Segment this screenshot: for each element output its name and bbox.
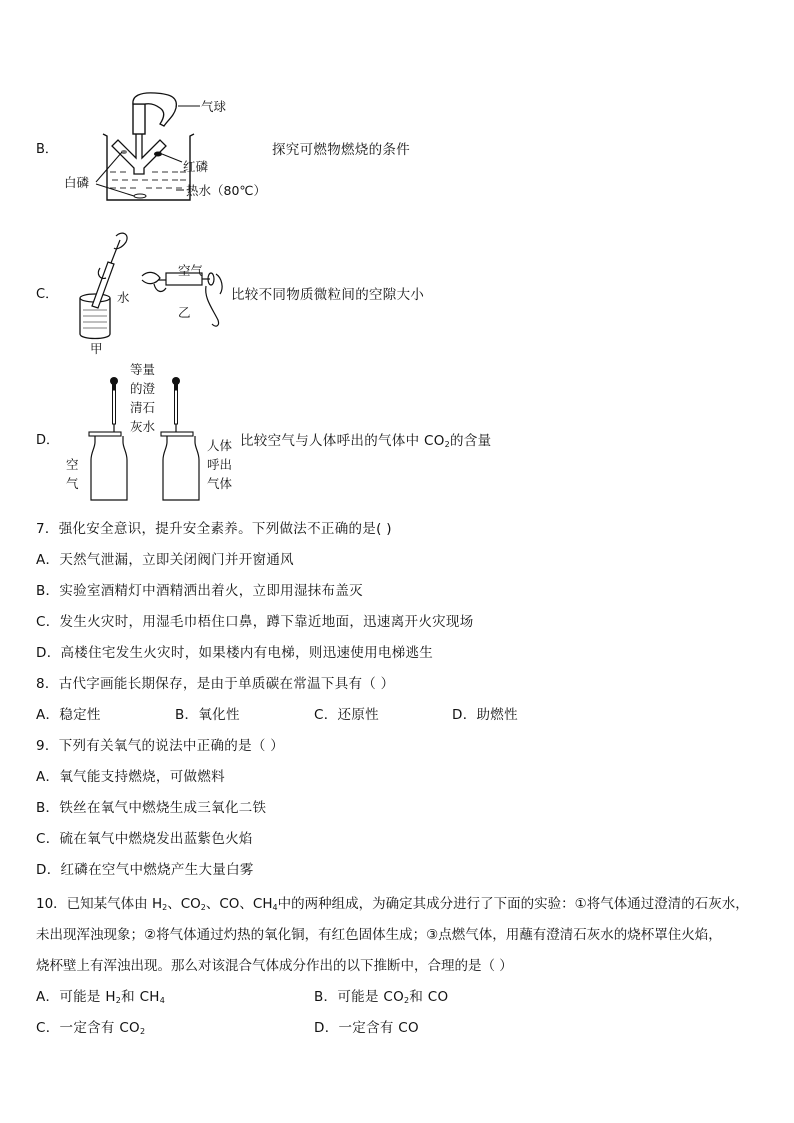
text: 和 CO bbox=[409, 989, 449, 1005]
q8-option-d: D．助燃性 bbox=[452, 707, 518, 723]
q7-option-a: A．天然气泄漏，立即关闭阀门并开窗通风 bbox=[36, 552, 294, 568]
water-label: 水 bbox=[117, 290, 130, 305]
subscript: 4 bbox=[159, 996, 166, 1005]
subscript: 4 bbox=[272, 903, 278, 912]
text: 中的两种组成，为确定其成分进行了下面的实验：①将气体通过澄清的石灰水， bbox=[277, 896, 749, 912]
limewater-label bbox=[130, 360, 155, 436]
air-bottle-label-line: 空 bbox=[66, 457, 79, 472]
subscript: 2 bbox=[162, 903, 168, 912]
q8-stem: 8．古代字画能长期保存，是由于单质碳在常温下具有（ ） bbox=[36, 676, 395, 692]
limewater-label-line: 的澄 bbox=[130, 381, 156, 396]
option-c-letter: C． bbox=[36, 287, 59, 302]
text: B．可能是 CO bbox=[314, 989, 405, 1005]
option-b-letter: B． bbox=[36, 142, 58, 157]
q7-option-b: B．实验室酒精灯中酒精洒出着火，立即用湿抹布盖灭 bbox=[36, 583, 363, 599]
q9-option-b: B．铁丝在氧气中燃烧生成三氧化二铁 bbox=[36, 800, 267, 816]
exhaled-gas-label-line: 呼出 bbox=[207, 457, 233, 472]
q9-option-c: C．硫在氧气中燃烧发出蓝紫色火焰 bbox=[36, 831, 253, 847]
hot-water-label: 热水（80℃） bbox=[186, 183, 266, 198]
q10-option-d bbox=[314, 1019, 419, 1037]
text: 、CO bbox=[167, 896, 201, 912]
red-phosphorus-label: 红磷 bbox=[183, 159, 209, 174]
air-bottle-label bbox=[66, 455, 79, 493]
q7-stem: 7．强化安全意识，提升安全素养。下列做法不正确的是( ) bbox=[36, 521, 392, 537]
subscript: 2 bbox=[200, 903, 206, 912]
subscript: 2 bbox=[444, 440, 451, 449]
q7-option-c: C．发生火灾时，用湿毛巾梧住口鼻，蹲下靠近地面，迅速离开火灾现场 bbox=[36, 614, 474, 630]
air-bottle-label-line: 气 bbox=[66, 476, 79, 491]
q10-option-c bbox=[36, 1019, 145, 1041]
text: 、CO、CH bbox=[205, 896, 273, 912]
option-d-letter: D． bbox=[36, 433, 60, 448]
text: D．一定含有 CO bbox=[314, 1020, 419, 1036]
desc-text: 的含量 bbox=[450, 433, 492, 449]
q8-option-a: A．稳定性 bbox=[36, 707, 101, 723]
balloon-label: 气球 bbox=[201, 99, 227, 114]
syringe-comparison-diagram bbox=[70, 228, 230, 358]
q10-stem-line3: 烧杯壁上有浑浊出现。那么对该混合气体成分作出的以下推断中，合理的是（ ） bbox=[36, 958, 513, 974]
option-c-description: 比较不同物质微粒间的空隙大小 bbox=[231, 287, 425, 303]
white-phosphorus-label: 白磷 bbox=[64, 175, 90, 190]
exhaled-gas-bottle-label bbox=[207, 436, 232, 493]
yi-label: 乙 bbox=[178, 305, 191, 320]
q10-option-a bbox=[36, 988, 165, 1010]
text: A．可能是 H bbox=[36, 989, 116, 1005]
q10-stem-line2: 未出现浑浊现象；②将气体通过灼热的氧化铜，有红色固体生成；③点燃气体，用蘸有澄清石灰水的烧杯罩住火焰， bbox=[36, 927, 722, 943]
q8-option-c: C．还原性 bbox=[314, 707, 379, 723]
desc-text: 比较空气与人体呼出的气体中 CO bbox=[240, 433, 445, 449]
exhaled-gas-label-line: 气体 bbox=[207, 476, 233, 491]
subscript: 2 bbox=[115, 996, 122, 1005]
q7-option-d: D．高楼住宅发生火灾时，如果楼内有电梯，则迅速使用电梯逃生 bbox=[36, 645, 434, 661]
limewater-label-line: 等量 bbox=[130, 362, 156, 377]
q9-option-a: A．氧气能支持燃烧，可做燃料 bbox=[36, 769, 225, 785]
limewater-label-line: 清石 bbox=[130, 400, 156, 415]
exhaled-gas-label-line: 人体 bbox=[207, 438, 233, 453]
option-d-description bbox=[240, 432, 491, 454]
text: C．一定含有 CO bbox=[36, 1020, 140, 1036]
q10-stem-line1 bbox=[36, 895, 749, 917]
text: 和 CH bbox=[121, 989, 160, 1005]
subscript: 2 bbox=[139, 1027, 146, 1036]
air-label: 空气 bbox=[178, 263, 204, 278]
q10-option-b bbox=[314, 988, 448, 1010]
text: 10．已知某气体由 H bbox=[36, 896, 163, 912]
limewater-label-line: 灰水 bbox=[130, 419, 156, 434]
q8-option-b: B．氧化性 bbox=[175, 707, 240, 723]
q9-option-d: D．红磷在空气中燃烧产生大量白雾 bbox=[36, 862, 254, 878]
jia-label: 甲 bbox=[90, 341, 103, 356]
subscript: 2 bbox=[404, 996, 410, 1005]
option-b-description: 探究可燃物燃烧的条件 bbox=[272, 142, 410, 158]
q9-stem: 9．下列有关氧气的说法中正确的是（ ） bbox=[36, 738, 285, 754]
